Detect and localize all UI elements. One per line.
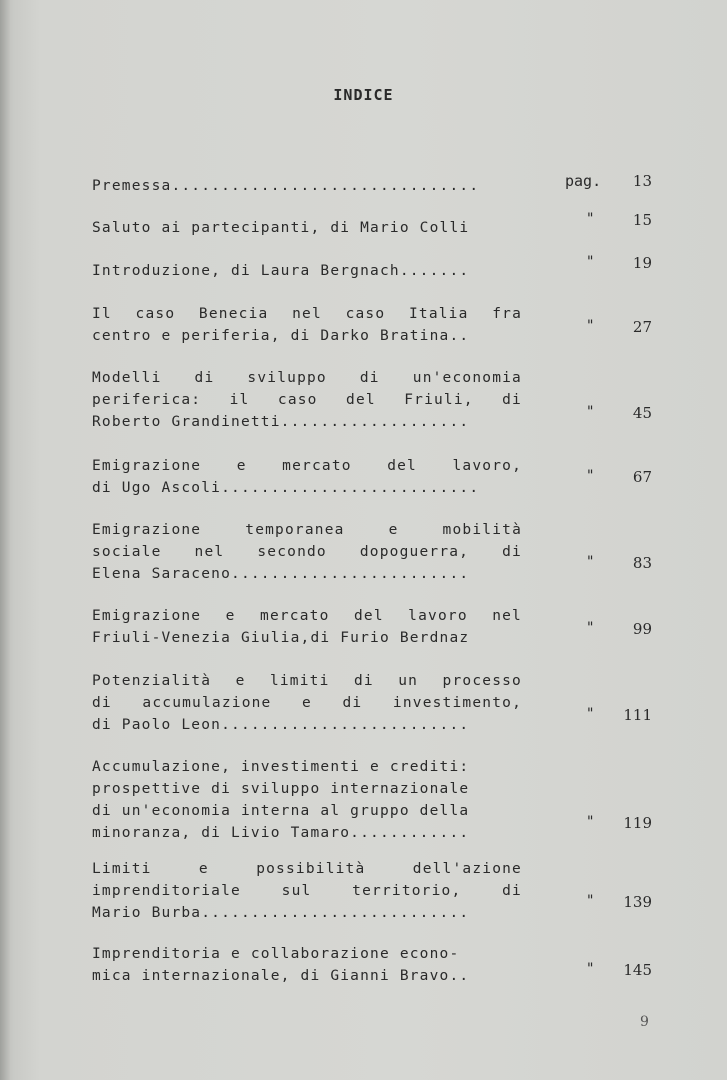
page-spine-shadow (0, 0, 10, 1080)
toc-entry-benecia (92, 303, 522, 347)
ditto-mark: " (586, 554, 595, 570)
page-number: 27 (632, 318, 652, 336)
entry-line: di accumulazione e di investimento, (92, 695, 522, 711)
page-number: 83 (632, 554, 652, 572)
index-heading: INDICE (333, 86, 394, 104)
page-number: 139 (623, 893, 652, 911)
ditto-mark: " (586, 468, 595, 484)
entry-line: Modelli di sviluppo di un'economia (92, 370, 522, 386)
entry-line: Potenzialità e limiti di un processo (92, 673, 522, 689)
entry-line: di Paolo Leon......................... (92, 717, 470, 733)
entry-line: di un'economia interna al gruppo della (92, 803, 470, 819)
ditto-mark: " (586, 620, 595, 636)
toc-entry-bravo (92, 943, 522, 987)
entry-line: Emigrazione temporanea e mobilità (92, 522, 522, 538)
entry-line: Imprenditoria e collaborazione econo- (92, 946, 460, 962)
entry-line: di Ugo Ascoli.......................... (92, 480, 480, 496)
entry-line: Emigrazione e mercato del lavoro, (92, 458, 522, 474)
entry-line: Roberto Grandinetti................... (92, 414, 470, 430)
page-number: 119 (623, 814, 652, 832)
ditto-mark: " (586, 814, 595, 830)
entry-line: Mario Burba........................... (92, 905, 470, 921)
ditto-mark: " (586, 706, 595, 722)
entry-line: Il caso Benecia nel caso Italia fra (92, 306, 522, 322)
toc-entry-introduzione (92, 260, 522, 282)
entry-line: mica internazionale, di Gianni Bravo.. (92, 968, 470, 984)
entry-line: Elena Saraceno........................ (92, 566, 470, 582)
folio-page-number: 9 (640, 1014, 649, 1030)
toc-entry-tamaro (92, 756, 522, 844)
entry-line: prospettive di sviluppo internazionale (92, 781, 470, 797)
page-number: 19 (632, 254, 652, 272)
page-number: 15 (632, 211, 652, 229)
toc-entry-berdnaz (92, 605, 522, 649)
entry-line: imprenditoriale sul territorio, di (92, 883, 522, 899)
entry-line: periferica: il caso del Friuli, di (92, 392, 522, 408)
page-number: 13 (632, 172, 652, 190)
entry-line: Friuli-Venezia Giulia,di Furio Berdnaz (92, 630, 470, 646)
toc-entry-leon (92, 670, 522, 736)
ditto-mark: " (586, 893, 595, 909)
toc-entry-ascoli (92, 455, 522, 499)
page-column-label: pag. (565, 172, 602, 190)
toc-entry-modelli (92, 367, 522, 433)
entry-line: Accumulazione, investimenti e crediti: (92, 759, 470, 775)
page-number: 67 (632, 468, 652, 486)
entry-line: minoranza, di Livio Tamaro............ (92, 825, 470, 841)
ditto-mark: " (586, 961, 595, 977)
page-number: 145 (623, 961, 652, 979)
ditto-mark: " (586, 404, 595, 420)
ditto-mark: " (586, 211, 595, 227)
entry-line: Premessa............................... (92, 178, 480, 194)
entry-line: Limiti e possibilità dell'azione (92, 861, 522, 877)
ditto-mark: " (586, 254, 595, 270)
toc-entry-saluto (92, 217, 522, 239)
entry-line: sociale nel secondo dopoguerra, di (92, 544, 522, 560)
toc-entry-saraceno (92, 519, 522, 585)
toc-entry-burba (92, 858, 522, 924)
page-number: 45 (632, 404, 652, 422)
page-number: 99 (632, 620, 652, 638)
entry-line: Emigrazione e mercato del lavoro nel (92, 608, 522, 624)
entry-line: centro e periferia, di Darko Bratina.. (92, 328, 470, 344)
page-number: 111 (623, 706, 652, 724)
toc-entry-premessa (92, 175, 522, 197)
entry-line: Introduzione, di Laura Bergnach....... (92, 263, 470, 279)
ditto-mark: " (586, 318, 595, 334)
entry-line: Saluto ai partecipanti, di Mario Colli (92, 220, 470, 236)
